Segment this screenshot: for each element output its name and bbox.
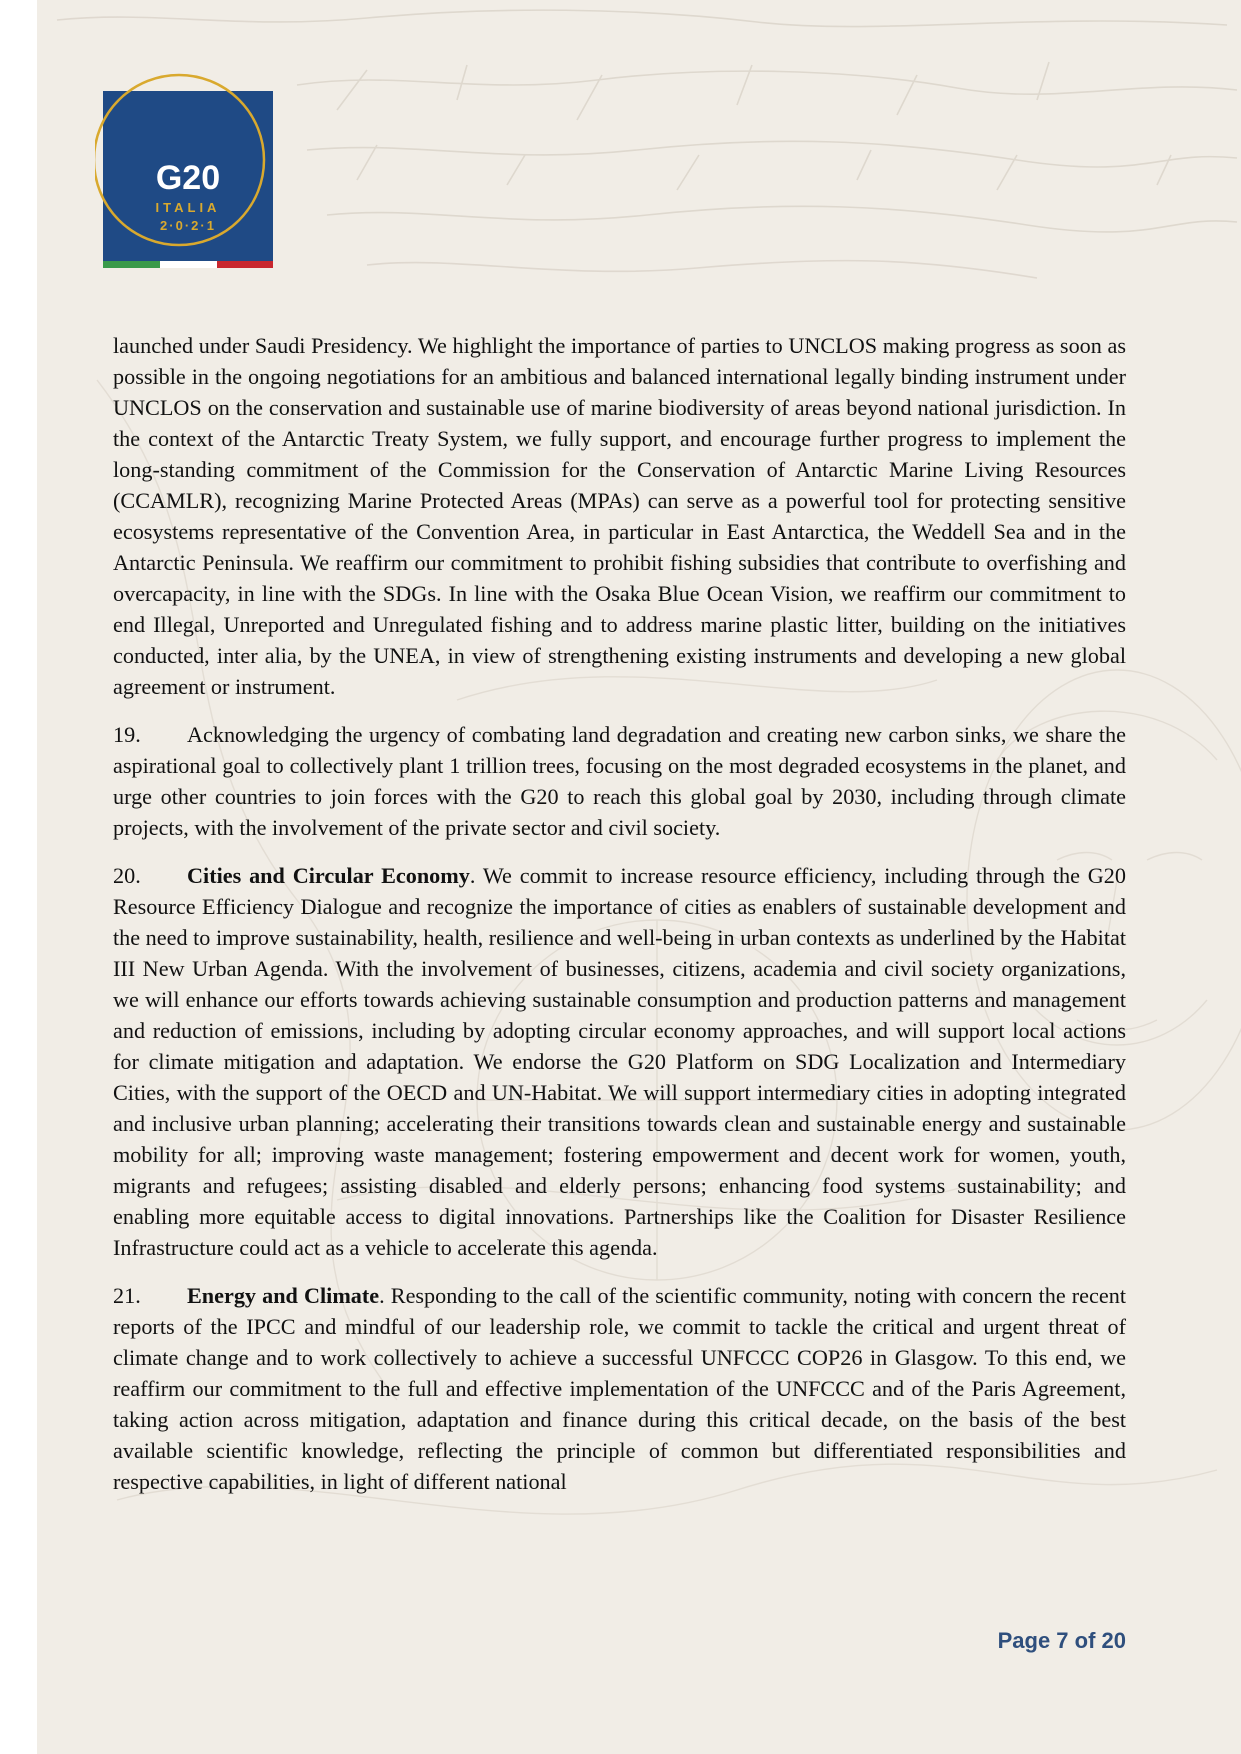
paragraph-number: 19.: [113, 722, 141, 747]
paragraph-text: . Responding to the call of the scientific community, noting with concern the recent reports of the IPCC and mindful of our leadership role, we commit to tackle the critical and urgent threat of climate change and to work collectively to achieve a successful UNFCCC COP26 in Glasgow. To this end, we reaffirm our commitment to the full and effective implementation of the UNFCCC and of the Paris Agreement, taking action across mitigation, adaptation and finance during this critical decade, on the basis of the best available scientific knowledge, reflecting the principle of common but differentiated responsibilities and respective capabilities, in light of different national: [113, 1283, 1126, 1494]
paragraph-text: Acknowledging the urgency of combating land degradation and creating new carbon sinks, we share the aspirational goal to collectively plant 1 trillion trees, focusing on the most degraded ecosystems in the planet, and urge other countries to join forces with the G20 to reach this global goal by 2030, including through climate projects, with the involvement of the private sector and civil society.: [113, 722, 1126, 840]
paragraph-number: 20.: [113, 863, 141, 888]
body-text: [113, 330, 1126, 1514]
logo-country-text: ITALIA: [155, 200, 221, 215]
paragraph-19: [113, 719, 1126, 843]
paragraph-20: [113, 860, 1126, 1263]
paragraph-21: [113, 1280, 1126, 1497]
paragraph-text: launched under Saudi Presidency. We highlight the importance of parties to UNCLOS making progress as soon as possible in the ongoing negotiations for an ambitious and balanced international legally binding instrument under UNCLOS on the conservation and sustainable use of marine biodiversity of areas beyond national jurisdiction. In the context of the Antarctic Treaty System, we fully support, and encourage further progress to implement the long-standing commitment of the Commission for the Conservation of Antarctic Marine Living Resources (CCAMLR), recognizing Marine Protected Areas (MPAs) can serve as a powerful tool for protecting sensitive ecosystems representative of the Convention Area, in particular in East Antarctica, the Weddell Sea and in the Antarctic Peninsula. We reaffirm our commitment to prohibit fishing subsidies that contribute to overfishing and overcapacity, in line with the SDGs. In line with the Osaka Blue Ocean Vision, we reaffirm our commitment to end Illegal, Unreported and Unregulated fishing and to address marine plastic litter, building on the initiatives conducted, inter alia, by the UNEA, in view of strengthening existing instruments and developing a new global agreement or instrument.: [113, 333, 1126, 699]
paragraph-text: . We commit to increase resource efficiency, including through the G20 Resource Efficiency Dialogue and recognize the importance of cities as enablers of sustainable development and the need to improve sustainability, health, resilience and well-being in urban contexts as underlined by the Habitat III New Urban Agenda. With the involvement of businesses, citizens, academia and civil society organizations, we will enhance our efforts towards achieving sustainable consumption and production patterns and management and reduction of emissions, including by adopting circular economy approaches, and will support local actions for climate mitigation and adaptation. We endorse the G20 Platform on SDG Localization and Intermediary Cities, with the support of the OECD and UN-Habitat. We will support intermediary cities in adopting integrated and inclusive urban planning; accelerating their transitions towards clean and sustainable energy and sustainable mobility for all; improving waste management; fostering empowerment and decent work for women, youth, migrants and refugees; assisting disabled and elderly persons; enhancing food systems sustainability; and enabling more equitable access to digital innovations. Partnerships like the Coalition for Disaster Resilience Infrastructure could act as a vehicle to accelerate this agenda.: [113, 863, 1126, 1260]
page-number: Page 7 of 20: [997, 1628, 1126, 1653]
paragraph-continued: [113, 330, 1126, 702]
logo-year-text: 2·0·2·1: [160, 218, 216, 233]
paragraph-heading: Energy and Climate: [187, 1283, 380, 1308]
g20-italia-2021-logo: [95, 56, 305, 271]
logo-mark-text: G20: [155, 159, 221, 197]
paragraph-number: 21.: [113, 1283, 141, 1308]
paragraph-heading: Cities and Circular Economy: [187, 863, 470, 888]
document-page: [37, 0, 1241, 1754]
